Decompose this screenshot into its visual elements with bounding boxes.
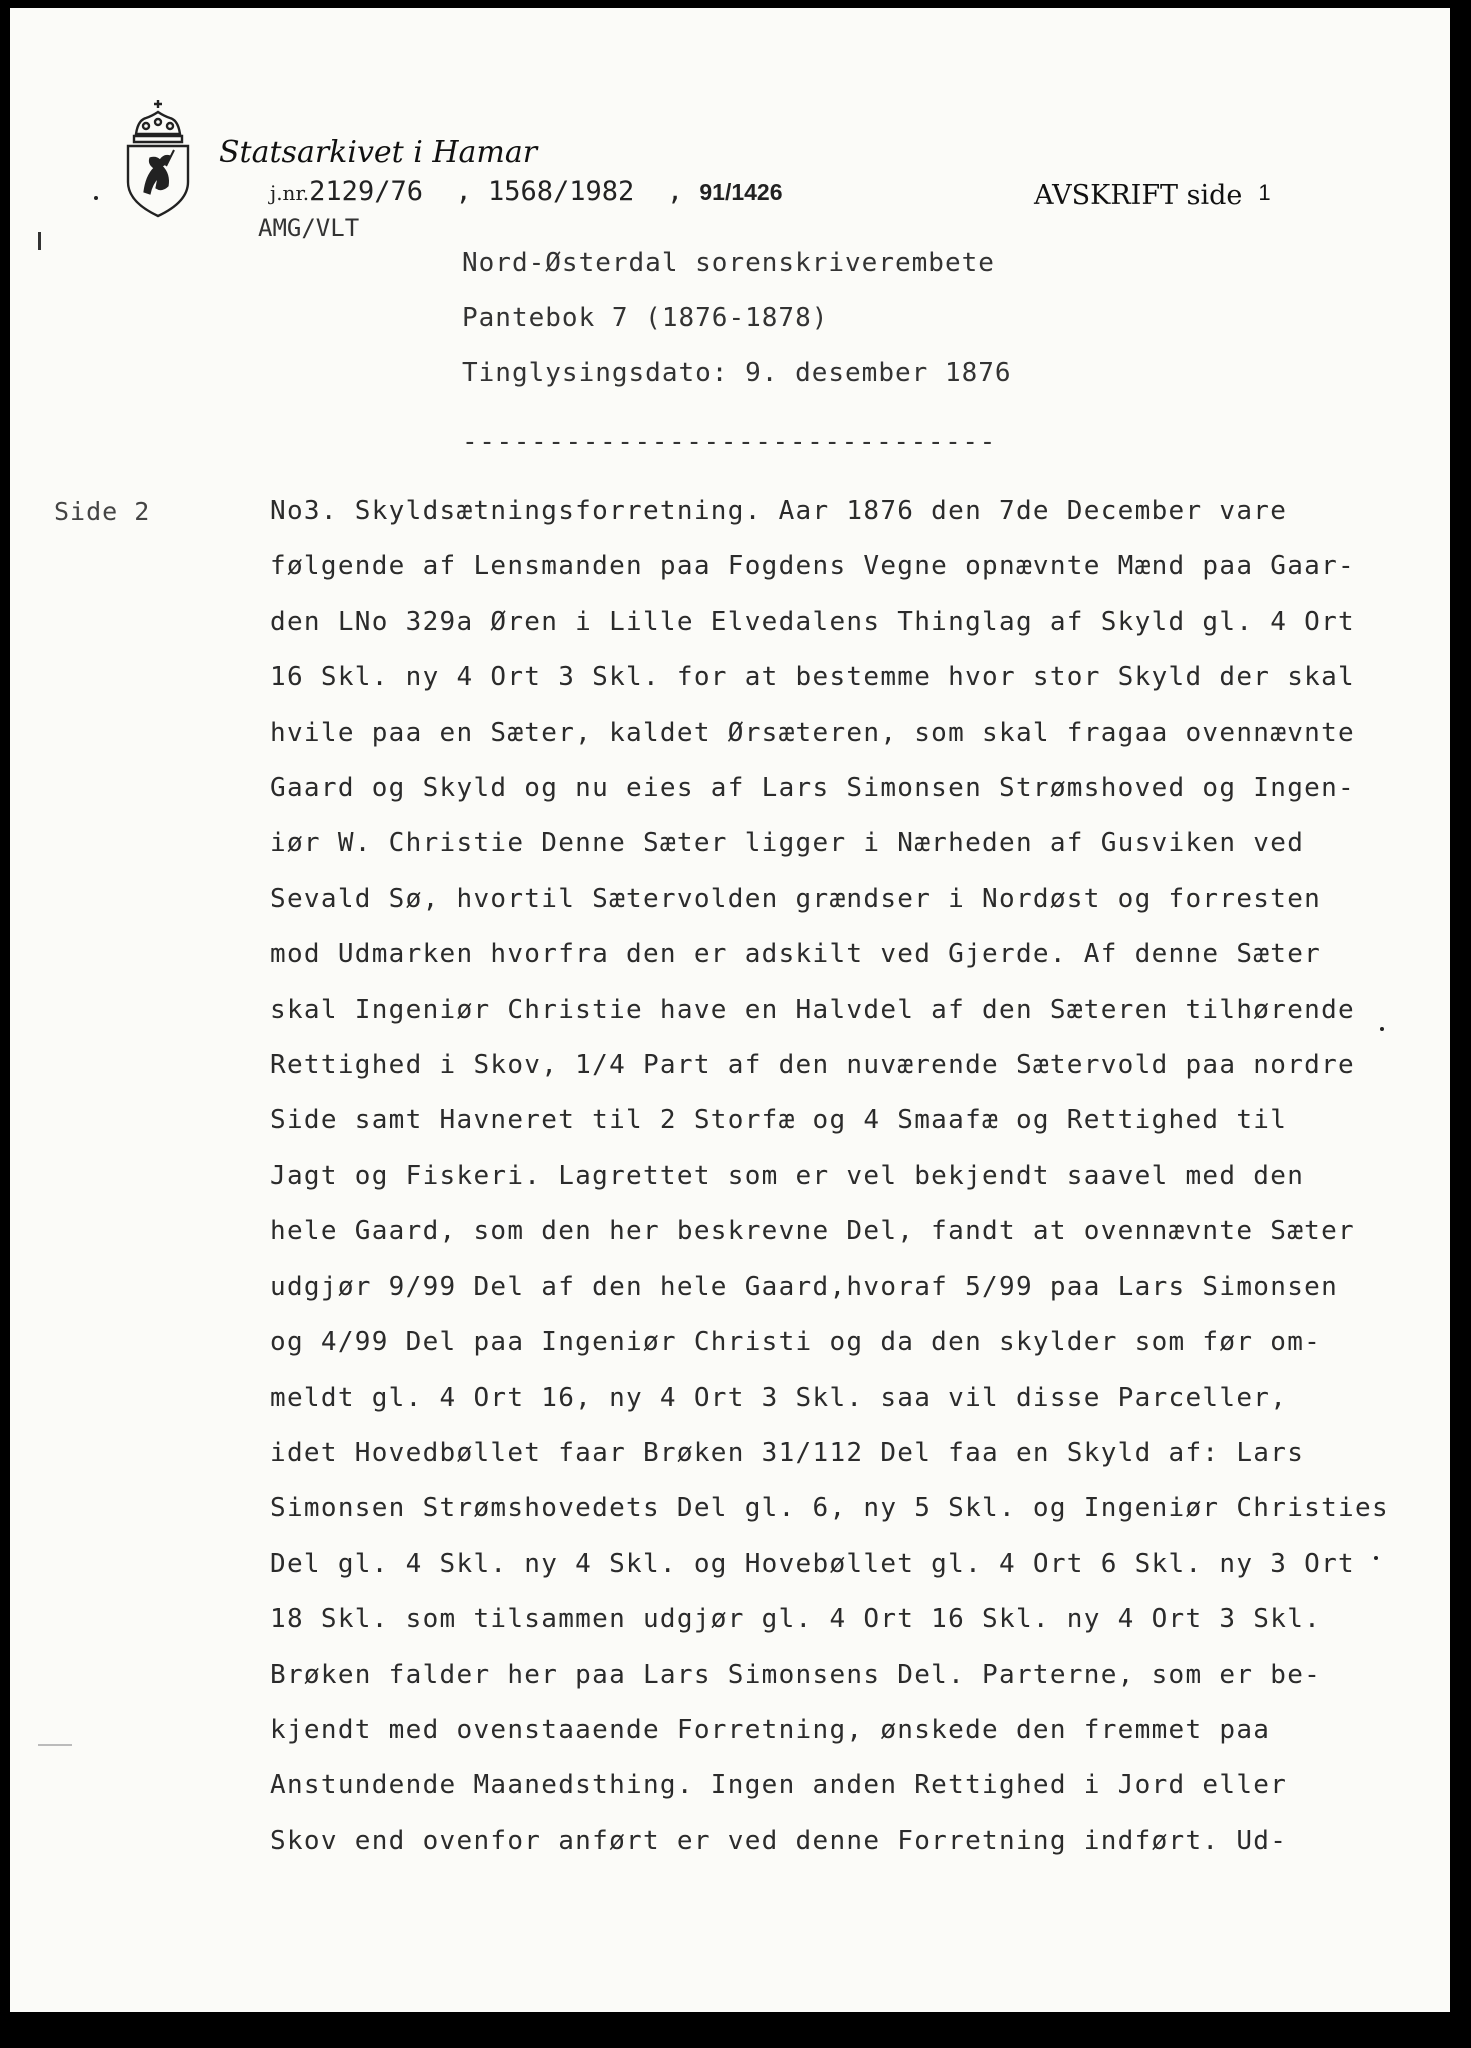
scan-border-right [1450, 0, 1471, 2048]
registration-date: Tinglysingsdato: 9. desember 1876 [462, 358, 1012, 388]
text-line: Anstundende Maanedsthing. Ingen anden Rettighed i Jord eller [270, 1770, 1288, 1801]
text-line: Brøken falder her paa Lars Simonsens Del. Parterne, som er be- [270, 1659, 1322, 1690]
jnr-value: 2129/76 [309, 176, 423, 207]
page-number: 1 [1258, 180, 1271, 205]
text-line: udgjør 9/99 Del af den hele Gaard,hvoraf 5/99 paa Lars Simonsen [270, 1271, 1339, 1302]
coat-of-arms-icon [118, 96, 198, 220]
text-line: skal Ingeniør Christie have en Halvdel af den Sæteren tilhørende [270, 994, 1356, 1025]
text-line: Side samt Havneret til 2 Storfæ og 4 Smaafæ og Rettighed til [270, 1105, 1288, 1136]
scan-speck [1380, 1027, 1384, 1031]
ref-separator: , [650, 176, 700, 207]
text-line: Gaard og Skyld og nu eies af Lars Simonsen Strømshoved og Ingen- [270, 773, 1356, 804]
ref-separator: , [439, 176, 489, 207]
text-line: No3. Skyldsætningsforretning. Aar 1876 den 7de December vare [270, 496, 1288, 526]
text-line: Del gl. 4 Skl. ny 4 Skl. og Hovebøllet gl. 4 Ort 6 Skl. ny 3 Ort [270, 1548, 1356, 1579]
text-line: hele Gaard, som den her beskrevne Del, fandt at ovennævnte Sæter [270, 1216, 1356, 1247]
text-line: Skov end ovenfor anført er ved denne Forretning indført. Ud- [270, 1825, 1288, 1856]
scan-speck [94, 196, 98, 200]
margin-line [38, 1744, 72, 1746]
text-line: Sevald Sø, hvortil Sætervolden grændser i Nordøst og forresten [270, 883, 1322, 914]
clerk-initials: AMG/VLT [258, 214, 360, 242]
text-line: iør W. Christie Denne Sæter ligger i Nærheden af Gusviken ved [270, 828, 1305, 859]
text-line: 16 Skl. ny 4 Ort 3 Skl. for at bestemme hvor stor Skyld der skal [270, 662, 1356, 693]
text-line: Rettighed i Skov, 1/4 Part af den nuværende Sætervold paa nordre [270, 1050, 1356, 1081]
text-line: 18 Skl. som tilsammen udgjør gl. 4 Ort 16 Skl. ny 4 Ort 3 Skl. [270, 1604, 1322, 1635]
text-line: mod Udmarken hvorfra den er adskilt ved Gjerde. Af denne Sæter [270, 939, 1322, 970]
transcription-body [270, 484, 1415, 1869]
text-line: Jagt og Fiskeri. Lagrettet som er vel bekjendt saavel med den [270, 1160, 1305, 1191]
separator-line: ------------------------------- [462, 427, 997, 457]
scan-border-bottom [0, 2012, 1471, 2048]
text-line: og 4/99 Del paa Ingeniør Christi og da den skylder som før om- [270, 1327, 1322, 1358]
avskrift-label: AVSKRIFT side [1034, 180, 1243, 211]
text-line: meldt gl. 4 Ort 16, ny 4 Ort 3 Skl. saa vil disse Parceller, [270, 1382, 1288, 1413]
office-name: Nord-Østerdal sorenskriverembete [462, 248, 995, 278]
text-line: den LNo 329a Øren i Lille Elvedalens Thinglag af Skyld gl. 4 Ort [270, 606, 1356, 637]
ref-number-3: 91/1426 [699, 179, 783, 205]
book-title: Pantebok 7 (1876-1878) [462, 303, 829, 333]
side-reference: Side 2 [54, 497, 151, 526]
text-line: følgende af Lensmanden paa Fogdens Vegne opnævnte Mænd paa Gaar- [270, 551, 1356, 582]
text-line: hvile paa en Sæter, kaldet Ørsæteren, som skal fragaa ovennævnte [270, 717, 1356, 748]
text-line: Simonsen Strømshovedets Del gl. 6, ny 5 Skl. og Ingeniør Christies [270, 1493, 1389, 1524]
archive-name: Statsarkivet i Hamar [219, 135, 538, 170]
text-line: kjendt med ovenstaaende Forretning, ønskede den fremmet paa [270, 1714, 1271, 1745]
jnr-label: j.nr. [270, 181, 310, 205]
text-line: idet Hovedbøllet faar Brøken 31/112 Del faa en Skyld af: Lars [270, 1437, 1305, 1468]
ref-number-2: 1568/1982 [488, 176, 635, 207]
reference-numbers [270, 176, 783, 207]
scan-speck [1374, 1556, 1378, 1560]
avskrift-heading [1034, 180, 1271, 211]
margin-mark [38, 232, 41, 250]
